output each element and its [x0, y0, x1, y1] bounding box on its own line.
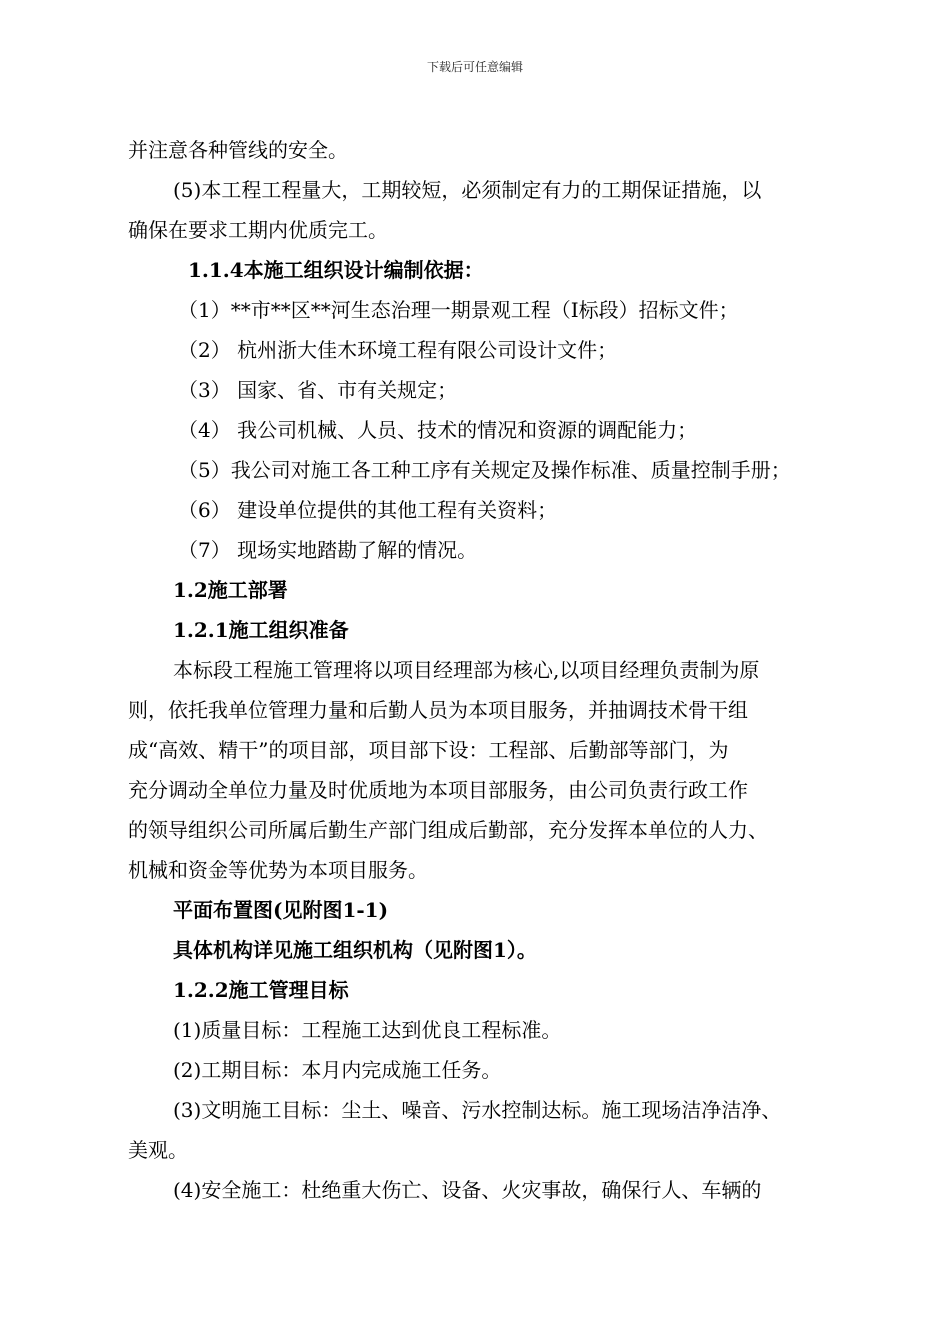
- list-item: （1）**市**区**河生态治理一期景观工程（Ⅰ标段）招标文件；: [178, 298, 739, 322]
- body-text-line: 的领导组织公司所属后勤生产部门组成后勤部，充分发挥本单位的人力、: [128, 818, 768, 842]
- body-text-line: 充分调动全单位力量及时优质地为本项目部服务，由公司负责行政工作: [128, 778, 748, 802]
- list-item: （5）我公司对施工各工种工序有关规定及操作标准、质量控制手册；: [178, 458, 791, 482]
- section-heading: 1.1.4本施工组织设计编制依据：: [188, 258, 484, 282]
- list-item: （7） 现场实地踏勘了解的情况。: [178, 538, 478, 562]
- body-text-line: (2)工期目标：本月内完成施工任务。: [173, 1058, 502, 1082]
- body-text-line: 成“高效、精干”的项目部，项目部下设：工程部、后勤部等部门，为: [128, 738, 729, 762]
- body-text-line: 美观。: [128, 1138, 188, 1162]
- body-text-line: 确保在要求工期内优质完工。: [128, 218, 388, 242]
- list-item: （4） 我公司机械、人员、技术的情况和资源的调配能力；: [178, 418, 698, 442]
- body-text-line: (4)安全施工：杜绝重大伤亡、设备、火灾事故，确保行人、车辆的: [173, 1178, 762, 1202]
- body-text-line: 机械和资金等优势为本项目服务。: [128, 858, 428, 882]
- list-item: （3） 国家、省、市有关规定；: [178, 378, 458, 402]
- body-text-line: 并注意各种管线的安全。: [128, 138, 348, 162]
- body-text-line: 本标段工程施工管理将以项目经理部为核心,以项目经理负责制为原: [173, 658, 760, 682]
- section-heading: 平面布置图(见附图1-1): [173, 898, 389, 922]
- list-item: （2） 杭州浙大佳木环境工程有限公司设计文件；: [178, 338, 618, 362]
- section-heading: 具体机构详见施工组织机构（见附图1）。: [173, 938, 537, 962]
- body-text-line: (1)质量目标：工程施工达到优良工程标准。: [173, 1018, 562, 1042]
- section-heading: 1.2.2施工管理目标: [173, 978, 349, 1002]
- section-heading: 1.2.1施工组织准备: [173, 618, 349, 642]
- body-text-line: (3)文明施工目标：尘土、噪音、污水控制达标。施工现场洁净洁净、: [173, 1098, 782, 1122]
- section-heading: 1.2施工部署: [173, 578, 288, 602]
- page-header: 下载后可任意编辑: [426, 60, 523, 74]
- body-text-line: (5)本工程工程量大，工期较短，必须制定有力的工期保证措施，以: [173, 178, 762, 202]
- list-item: （6） 建设单位提供的其他工程有关资料；: [178, 498, 558, 522]
- body-text-line: 则，依托我单位管理力量和后勤人员为本项目服务，并抽调技术骨干组: [128, 698, 748, 722]
